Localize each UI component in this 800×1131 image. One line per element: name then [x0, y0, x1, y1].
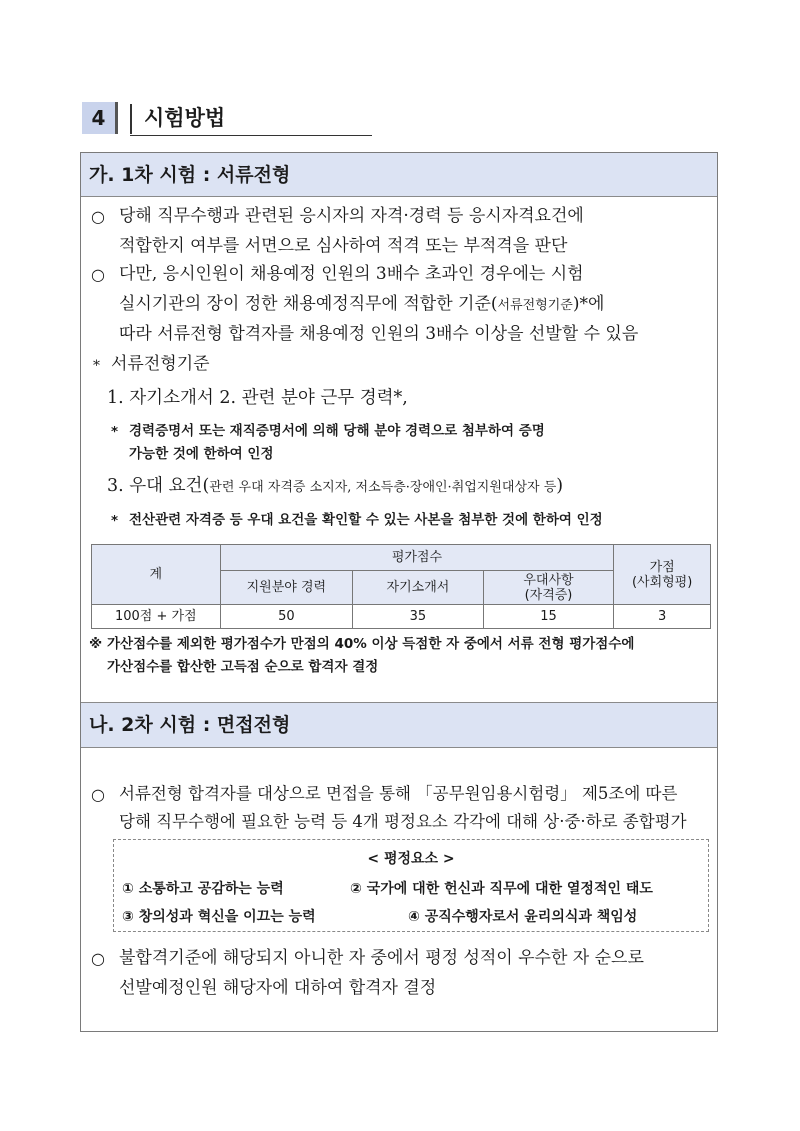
- evaluation-factors-box: [113, 839, 709, 932]
- header-preference: 우대사항 (자격증): [483, 571, 614, 605]
- header-career: 지원분야 경력: [220, 571, 353, 605]
- remark-mark: ※: [89, 636, 103, 652]
- p1-line2: 적합한지 여부를 서면으로 심사하여 적격 또는 부적격을 판단: [119, 236, 568, 256]
- factor-1: ① 소통하고 공감하는 능력: [122, 881, 284, 897]
- header-self-intro: 자기소개서: [353, 571, 484, 605]
- header-eval-score: 평가점수: [220, 545, 614, 571]
- p2-line1: 다만, 응시인원이 채용예정 인원의 3배수 초과인 경우에는 시험: [119, 264, 584, 284]
- circle-bullet-icon: ○: [91, 207, 105, 226]
- second-exam-heading-bar: [81, 702, 717, 748]
- criteria-item-3: 3. 우대 요건(관련 우대 자격증 소지자, 저소득층·장애인·취업지원대상자 등): [107, 476, 564, 496]
- factor-3: ③ 창의성과 혁신을 이끄는 능력: [122, 909, 316, 925]
- value-self-intro: 35: [353, 605, 484, 629]
- section-underline: [130, 135, 372, 136]
- score-table: [91, 544, 711, 629]
- factors-title: < 평정요소 >: [367, 851, 455, 867]
- header-bonus: 가점 (사회형평): [614, 545, 711, 605]
- factor-4: ④ 공직수행자로서 윤리의식과 책임성: [408, 909, 638, 925]
- remark-line2: 가산점수를 합산한 고득점 순으로 합격자 결정: [107, 659, 379, 675]
- circle-bullet-icon: ○: [91, 785, 105, 804]
- section-header: [82, 102, 372, 136]
- p2-line2: 실시기관의 장이 정한 채용예정직무에 적합한 기준(서류전형기준)*에: [119, 294, 605, 314]
- value-bonus: 3: [614, 605, 711, 629]
- section-title: 시험방법: [144, 106, 226, 130]
- career-note-line2: 가능한 것에 한하여 인정: [129, 446, 274, 462]
- second-exam-heading: 나. 2차 시험 : 면접전형: [89, 714, 291, 736]
- interview-line2: 당해 직무수행에 필요한 능력 등 4개 평정요소 각각에 대해 상·중·하로 종합평가: [119, 812, 687, 831]
- remark-line1: 가산점수를 제외한 평가점수가 만점의 40% 이상 득점한 자 중에서 서류 전형 평가점수에: [107, 636, 635, 652]
- first-exam-heading-bar: [81, 153, 717, 197]
- section-divider: [130, 104, 132, 134]
- first-exam-heading: 가. 1차 시험 : 서류전형: [89, 164, 291, 186]
- criteria-items-1-2: 1. 자기소개서 2. 관련 분야 근무 경력*,: [107, 388, 408, 408]
- selection-line1: 불합격기준에 해당되지 아니한 자 중에서 평정 성적이 우수한 자 순으로: [119, 948, 644, 968]
- content-box: [80, 152, 718, 1032]
- value-total: 100점 + 가점: [92, 605, 221, 629]
- career-note-line1: 경력증명서 또는 재직증명서에 의해 당해 분야 경력으로 첨부하여 증명: [129, 423, 545, 439]
- value-preference: 15: [483, 605, 614, 629]
- header-total: 계: [92, 545, 221, 605]
- p2-line3: 따라 서류전형 합격자를 채용예정 인원의 3배수 이상을 선발할 수 있음: [119, 324, 639, 344]
- asterisk-mark: *: [111, 513, 119, 529]
- asterisk-mark: *: [93, 358, 100, 374]
- factor-2: ② 국가에 대한 헌신과 직무에 대한 열정적인 태도: [350, 881, 653, 897]
- criteria-title: 서류전형기준: [111, 354, 210, 374]
- circle-bullet-icon: ○: [91, 265, 105, 284]
- preference-note: 전산관련 자격증 등 우대 요건을 확인할 수 있는 사본을 첨부한 것에 한하여 인정: [129, 512, 603, 528]
- interview-line1: 서류전형 합격자를 대상으로 면접을 통해 「공무원임용시험령」 제5조에 따른: [119, 784, 678, 803]
- value-career: 50: [220, 605, 353, 629]
- asterisk-mark: *: [111, 424, 119, 440]
- p1-line1: 당해 직무수행과 관련된 응시자의 자격·경력 등 응시자격요건에: [119, 206, 584, 226]
- selection-line2: 선발예정인원 해당자에 대하여 합격자 결정: [119, 978, 437, 998]
- section-number: 4: [82, 102, 118, 134]
- circle-bullet-icon: ○: [91, 949, 105, 968]
